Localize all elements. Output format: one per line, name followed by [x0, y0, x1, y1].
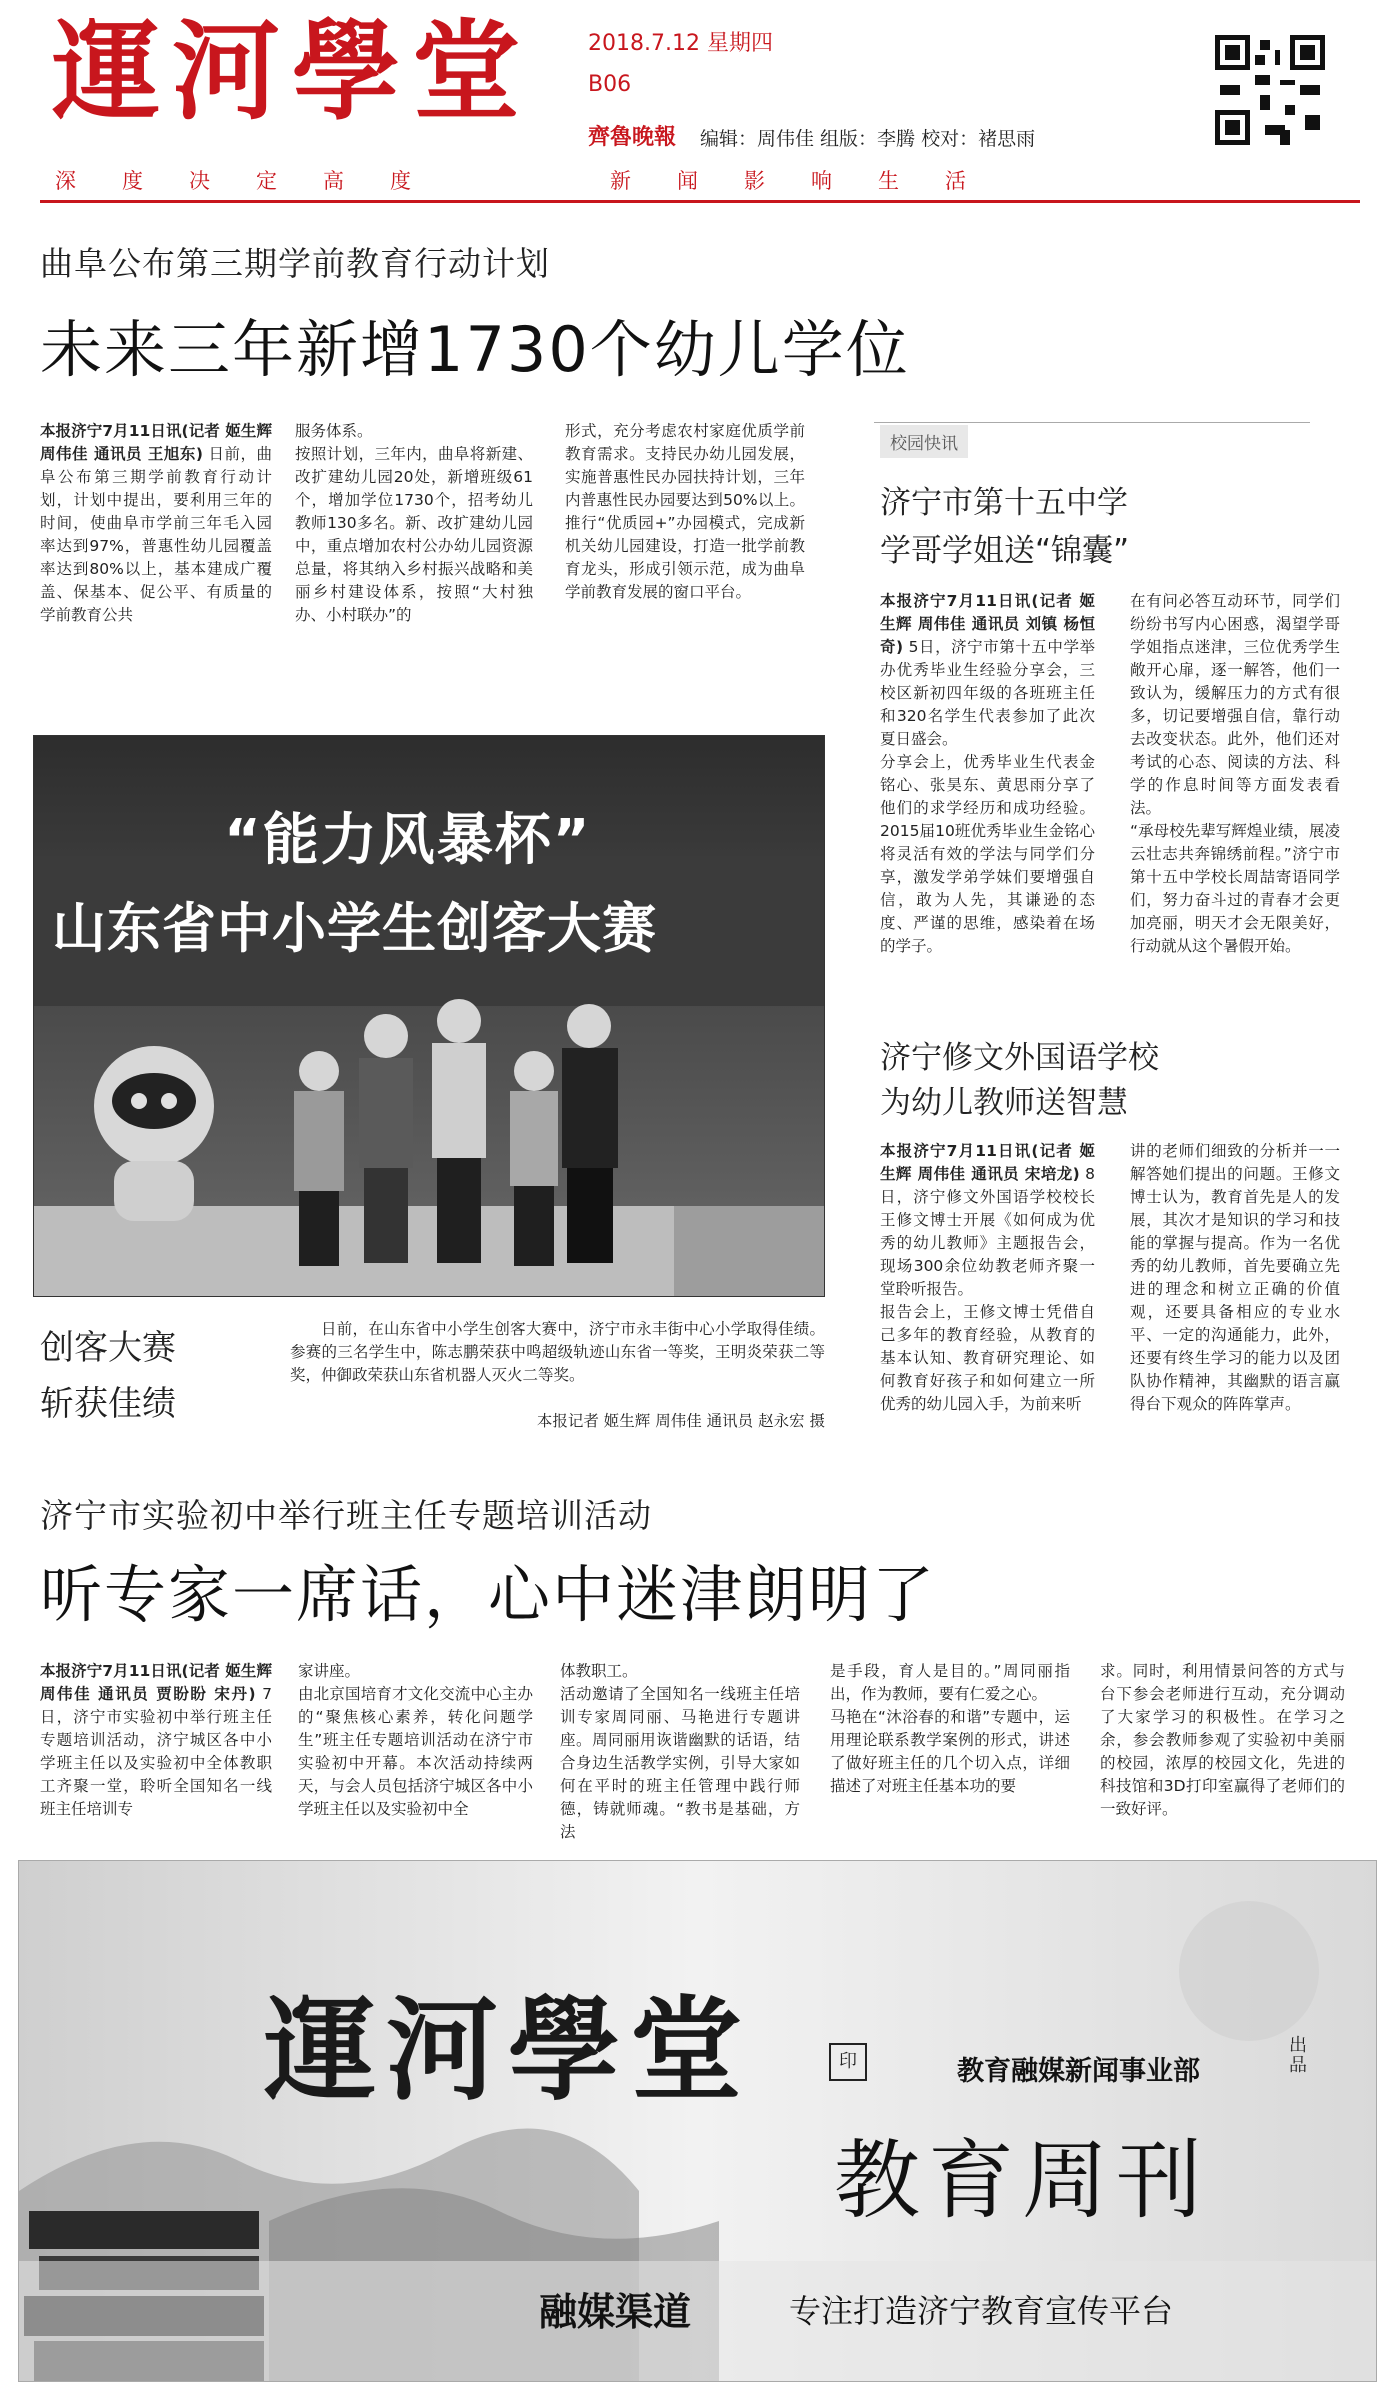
photo-caption: 日前，在山东省中小学生创客大赛中，济宁市永丰街中心小学取得佳绩。参赛的三名学生中，陈志鹏荣获中鸣超级轨迹山东省一等奖，王明炎荣获二等奖，仲御政荣获山东省机器人灭火二等奖。 — [290, 1320, 825, 1384]
editor-credits: 编辑：周伟佳 组版：李腾 校对：褚思雨 — [700, 128, 1036, 150]
page-number: B06 — [588, 72, 632, 97]
campus-story1-title-1: 济宁市第十五中学 — [880, 485, 1128, 521]
slogan-left: 深度决定高度 — [55, 169, 457, 193]
campus-story2-lead: 本报济宁7月11日讯(记者 姬生辉 周伟佳 通讯员 宋培龙) — [880, 1142, 1095, 1183]
article1-headline: 未来三年新增1730个幼儿学位 — [40, 313, 910, 386]
qr-code-icon[interactable] — [1210, 30, 1330, 150]
article2-kicker: 济宁市实验初中举行班主任专题培训活动 — [40, 1496, 652, 1535]
masthead-brand: 運河學堂 — [52, 9, 533, 135]
paper-name: 齊魯晚報 — [588, 124, 677, 150]
article2-headline: 听专家一席话，心中迷津朗明了 — [40, 1558, 937, 1631]
article2-lead: 本报济宁7月11日讯(记者 姬生辉 周伟佳 通讯员 贾盼盼 宋丹) — [40, 1662, 272, 1703]
banner-org: 教育融媒新闻事业部 — [957, 2056, 1200, 2087]
article2-col3: 体教职工。 活动邀请了全国知名一线班主任培训专家周同丽、马艳进行专题讲座。周同丽用诙谐幽默的话语，结合身边生活教学实例，引导大家如何在平时的班主任管理中践行师德，铸就师魂。“教书是基础，方法 — [560, 1662, 800, 1841]
banner-weekly-title: 教育周刊 — [834, 2131, 1210, 2231]
campus-story1-lead: 本报济宁7月11日讯(记者 姬生辉 周伟佳 通讯员 刘镇 杨恒奇) — [880, 592, 1095, 656]
article1-col2: 服务体系。 按照计划，三年内，曲阜将新建、改扩建幼儿园20处，新增班级61个，增加学位1730个，招考幼儿教师130多名。新、改扩建幼儿园中，重点增加农村公办幼儿园资源总量，将其纳入乡村振兴战略和美丽乡村建设体系，按照“大村独办、小村联办”的 — [295, 422, 533, 624]
campus-story2-col1-text: 8日，济宁修文外国语学校校长王修文博士开展《如何成为优秀的幼儿教师》主题报告会，现场300余位幼教老师齐聚一堂聆听报告。 报告会上，王修文博士凭借自己多年的教育经验，从教育的基本认知、教育研究理论、如何教育好孩子和如何建立一所优秀的幼儿园入手，为前来听 — [880, 1165, 1095, 1413]
campus-story2-title-2: 为幼儿教师送智慧 — [880, 1085, 1128, 1121]
article1-col1 — [40, 420, 272, 627]
issue-date: 2018.7.12 星期四 — [588, 31, 773, 56]
article2-col4: 是手段，育人是目的。”周同丽指出，作为教师，要有仁爱之心。 马艳在“沐浴春的和谐”专题中，运用理论联系教学案例的形式，讲述了做好班主任的几个切入点，详细描述了对班主任基本功的要 — [830, 1662, 1070, 1795]
article1-lead: 本报济宁7月11日讯(记者 姬生辉 周伟佳 通讯员 王旭东) — [40, 422, 272, 463]
campus-story2-col1 — [880, 1140, 1095, 1416]
banner-channel-label: 融媒渠道 — [539, 2290, 692, 2334]
article1-col3: 形式，充分考虑农村家庭优质学前教育需求。支持民办幼儿园发展，实施普惠性民办园扶持计划，三年内普惠性民办园要达到50%以上。推行“优质园+”办园模式，完成新机关幼儿园建设，打造一批学前教育龙头，形成引领示范，成为曲阜学前教育发展的窗口平台。 — [565, 422, 805, 601]
maker-contest-photo — [33, 735, 825, 1297]
campus-story1-col1-text: 5日，济宁市第十五中学举办优秀毕业生经验分享会，三校区新初四年级的各班班主任和320名学生代表参加了此次夏日盛会。 分享会上，优秀毕业生代表金铭心、张昊东、黄思雨分享了他们的求学经历和成功经验。2015届10班优秀毕业生金铭心将灵活有效的学法与同学们分享，激发学弟学妹们要增强自信，敢为人先，其谦逊的态度、严谨的思维，感染着在场的学子。 — [880, 638, 1095, 955]
campus-story2-title-1: 济宁修文外国语学校 — [880, 1040, 1159, 1076]
campus-news-tag: 校园快讯 — [880, 425, 968, 458]
photo-side-title-2: 斩获佳绩 — [40, 1384, 176, 1424]
banner-brand: 運河學堂 — [264, 1985, 752, 2116]
article2-col2: 家讲座。 由北京国培育才文化交流中心主办的“聚焦核心素养，转化问题学生”班主任专题培训活动在济宁市实验初中开幕。本次活动持续两天，与会人员包括济宁城区各中小学班主任以及实验初中全 — [298, 1662, 533, 1818]
article1-kicker: 曲阜公布第三期学前教育行动计划 — [40, 244, 550, 283]
article1-col1-text: 日前，曲阜公布第三期学前教育行动计划，计划中提出，要利用三年的时间，使曲阜市学前三年毛入园率达到97%，普惠性幼儿园覆盖率达到80%以上，基本建成广覆盖、保基本、促公平、有质量的学前教育公共 — [40, 445, 272, 624]
campus-story2-col2: 讲的老师们细致的分析并一一解答她们提出的问题。王修文博士认为，教育首先是人的发展，其次才是知识的学习和技能的掌握与提高。作为一名优秀的幼儿教师，首先要确立先进的理念和树立正确的价值观，还要具备相应的专业水平、一定的沟通能力，此外，还要有终生学习的能力以及团队协作精神，其幽默的语言赢得台下观众的阵阵掌声。 — [1130, 1142, 1340, 1413]
education-weekly-banner — [18, 1860, 1377, 2382]
campus-tag-rule — [874, 422, 1310, 423]
photo-banner-line2: 山东省中小学生创客大赛 — [52, 897, 657, 960]
banner-seal-icon: 印 — [829, 2043, 867, 2081]
campus-story1-title-2: 学哥学姐送“锦囊” — [880, 533, 1130, 569]
article2-col1-text: 7日，济宁市实验初中举行班主任专题培训活动，济宁城区各中小学班主任以及实验初中全体教职工齐聚一堂，聆听全国知名一线班主任培训专 — [40, 1685, 272, 1818]
article2-col1 — [40, 1660, 272, 1821]
campus-story1-col1 — [880, 590, 1095, 958]
photo-credit: 本报记者 姬生辉 周伟佳 通讯员 赵永宏 摄 — [536, 1412, 825, 1430]
photo-side-title-1: 创客大赛 — [40, 1328, 176, 1368]
masthead-divider — [40, 200, 1360, 203]
slogan-right: 新闻影响生活 — [610, 169, 1012, 193]
photo-banner-line1: “能力风暴杯” — [224, 808, 592, 873]
campus-story1-col2: 在有问必答互动环节，同学们纷纷书写内心困惑，渴望学哥学姐指点迷津，三位优秀学生敞开心扉，逐一解答，他们一致认为，缓解压力的方式有很多，切记要增强自信，靠行动去改变状态。此外，他们还对考试的心态、阅读的方法、科学的作息时间等方面发表看法。 “承母校先辈写辉煌业绩，展凌云壮志共奔锦绣前程。”济宁市第十五中学校长周喆寄语同学们，努力奋斗过的青春才会更加亮丽，明天才会无限美好，行动就从这个暑假开始。 — [1130, 592, 1340, 955]
banner-produced-by: 出品 — [1289, 2035, 1307, 2076]
article2-col5: 求。同时，利用情景问答的方式与台下参会老师进行互动，充分调动了大家学习的积极性。在学习之余，参会教师参观了实验初中美丽的校园，浓厚的校园文化，先进的科技馆和3D打印室赢得了老师们的一致好评。 — [1100, 1662, 1345, 1818]
banner-channel-desc: 专注打造济宁教育宣传平台 — [789, 2292, 1174, 2330]
